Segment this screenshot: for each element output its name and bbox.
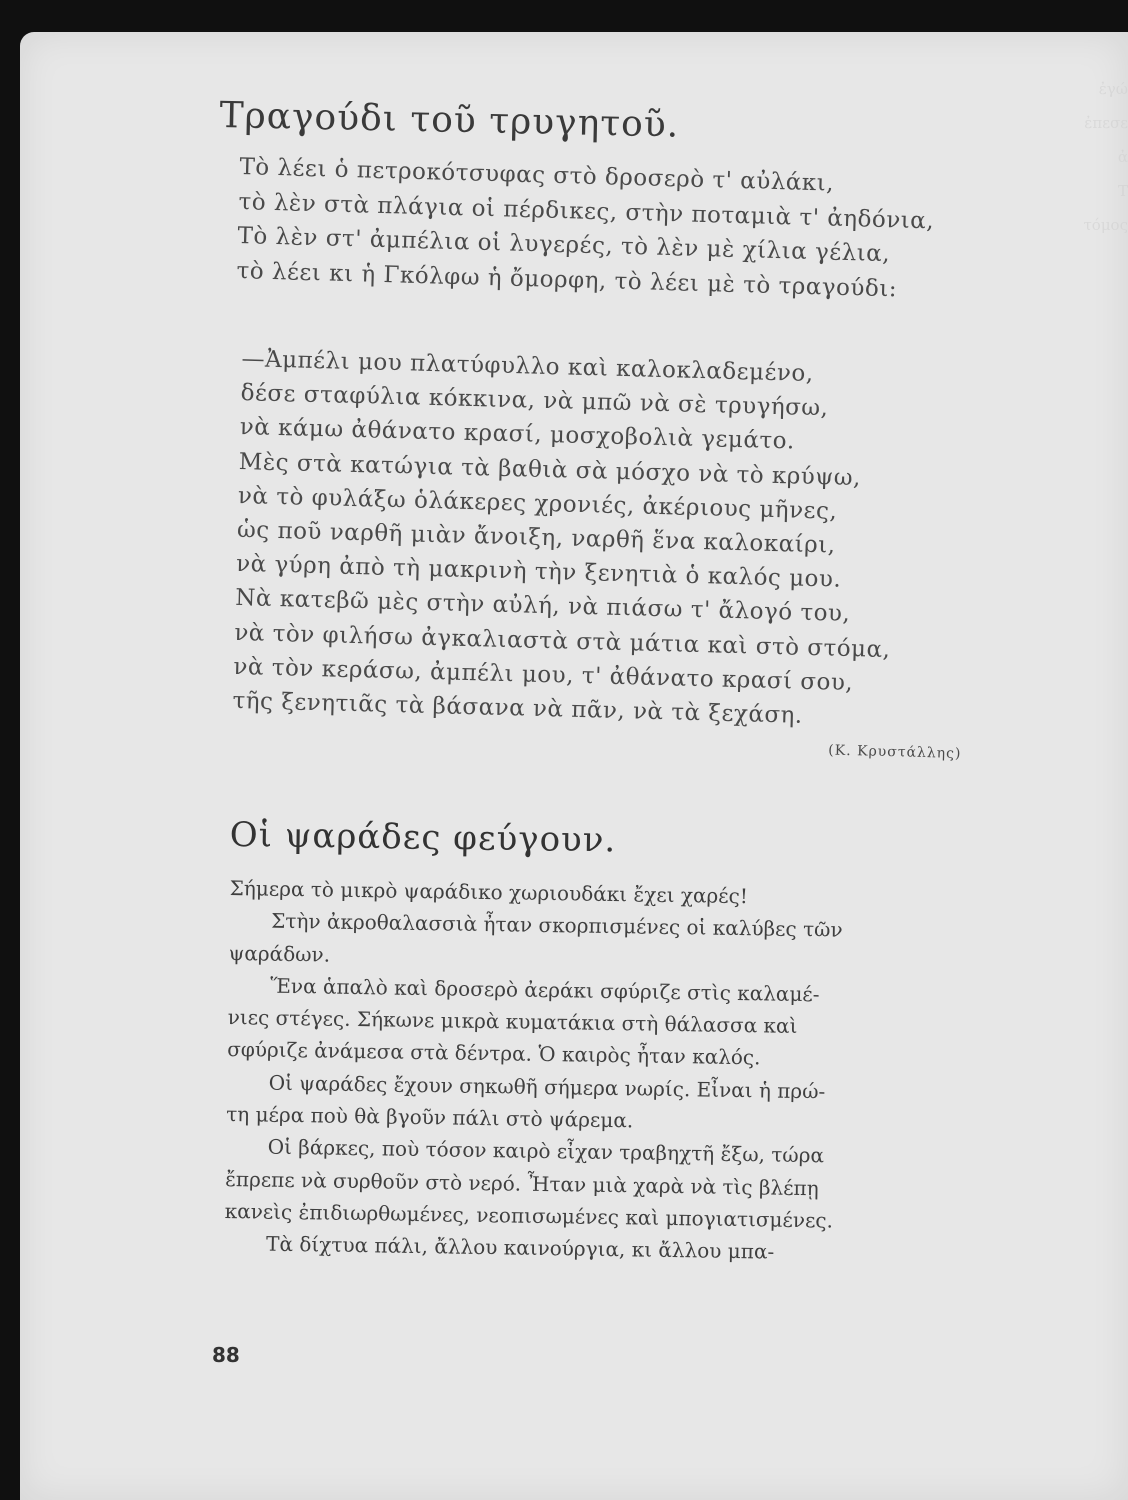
poem-line: Τὸ λέει ὁ πετροκότσυφας στὸ δροσερὸ τ' αὐλάκι, [239, 153, 835, 197]
story-line: κανεὶς ἐπιδιωρθωμένες, νεοπισωμένες καὶ μπογιατισμένες. [224, 1198, 834, 1233]
poem-citation: (Κ. Κρυστάλλης) [828, 742, 962, 763]
story-line: σφύριζε ἀνάμεσα στὰ δέντρα. Ὁ καιρὸς ἦταν καλός. [227, 1037, 761, 1070]
story-line: ψαράδων. [228, 940, 331, 967]
poem-line: Μὲς στὰ κατώγια τὰ βαθιὰ σὰ μόσχο νὰ τὸ κρύψω, [238, 448, 862, 491]
poem-intro [236, 150, 1060, 311]
poem-line: ὡς ποῦ ναρθῆ μιὰν ἄνοιξη, ναρθῆ ἕνα καλοκαίρι, [236, 516, 836, 559]
poem-line: νὰ τὸ φυλάξω ὁλάκερες χρονιές, ἀκέριους μῆνες, [237, 482, 838, 525]
story-line: Τὰ δίχτυα πάλι, ἄλλου καινούργια, κι ἄλλου μπα- [265, 1231, 775, 1264]
story-line: τη μέρα ποὺ θὰ βγοῦν πάλι στὸ ψάρεμα. [226, 1102, 634, 1133]
poem-song [231, 342, 1061, 774]
poem-line: Τὸ λὲν στ' ἀμπέλια οἱ λυγερές, τὸ λὲν μὲ χίλια γέλια, [237, 222, 891, 268]
story-line: Οἱ ψαράδες ἔχουν σηκωθῆ σήμερα νωρίς. Εἶναι ἡ πρώ- [268, 1070, 826, 1104]
poem-line: νὰ κάμω ἀθάνατο κρασί, μοσχοβολιὰ γεμάτο. [239, 414, 796, 455]
poem-line: δέσε σταφύλια κόκκινα, νὰ μπῶ νὰ σὲ τρυγήσω, [240, 380, 829, 422]
bleed-through-text: ἐγώ ἐπεσε ἀ Τ τόμος [1083, 80, 1128, 234]
poem-line: Νὰ κατεβῶ μὲς στὴν αὐλή, νὰ πιάσω τ' ἄλογό του, [234, 585, 851, 628]
poem-line: νὰ τὸν κεράσω, ἀμπέλι μου, τ' ἀθάνατο κρασί σου, [233, 653, 854, 696]
story-line: Σήμερα τὸ μικρὸ ψαράδικο χωριουδάκι ἔχει χαρές! [229, 875, 749, 909]
story-title: Οἱ ψαράδες φεύγουν. [229, 815, 617, 861]
poem-line: —Ἀμπέλι μου πλατύφυλλο καὶ καλοκλαδεμένο, [241, 345, 814, 387]
poem-line: τῆς ξενητιᾶς τὰ βάσανα νὰ πᾶν, νὰ τὰ ξεχάση. [232, 687, 804, 729]
story-line: νιες στέγες. Σήκωνε μικρὰ κυματάκια στὴ θάλασσα καὶ [227, 1005, 798, 1039]
story-body [224, 872, 1038, 1272]
story-line: Ἕνα ἁπαλὸ καὶ δροσερὸ ἀεράκι σφύριζε στὶς καλαμέ- [270, 973, 820, 1007]
poem-line: τὸ λὲν στὰ πλάγια οἱ πέρδικες, στὴν ποταμιὰ τ' ἀηδόνια, [238, 188, 935, 234]
poem-line: τὸ λέει κι ἡ Γκόλφω ἡ ὄμορφη, τὸ λέει μὲ τὸ τραγούδι: [236, 257, 898, 302]
story-line: Οἱ βάρκες, ποὺ τόσον καιρὸ εἶχαν τραβηχτῆ ἔξω, τώρα [267, 1135, 825, 1168]
story-line: Στὴν ἀκροθαλασσιὰ ἦταν σκορπισμένες οἱ καλύβες τῶν [271, 908, 843, 942]
page-number: 88 [212, 1343, 240, 1367]
poem-title: Τραγούδι τοῦ τρυγητοῦ. [219, 95, 680, 146]
poem-line: νὰ γύρη ἀπὸ τὴ μακρινὴ τὴν ξενητιὰ ὁ καλός μου. [235, 551, 842, 593]
story-line: ἔπρεπε νὰ συρθοῦν στὸ νερό. Ἦταν μιὰ χαρὰ νὰ τὶς βλέπῃ [224, 1166, 819, 1200]
poem-line: νὰ τὸν φιλήσω ἀγκαλιαστὰ στὰ μάτια καὶ στὸ στόμα, [234, 619, 891, 663]
